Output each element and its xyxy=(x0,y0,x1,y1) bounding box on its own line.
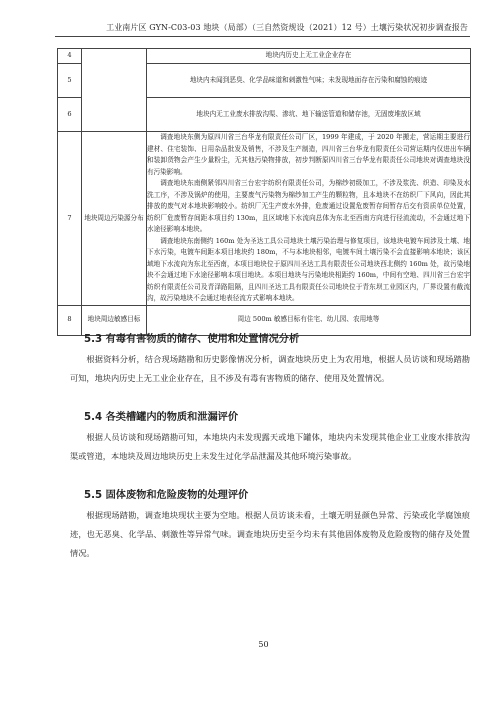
row-number: 8 xyxy=(58,305,82,335)
row-description: 地块内无工业废水排放沟渠、渗坑、地下输送管道和储存池，无固废堆放区域 xyxy=(147,98,471,132)
row-number: 6 xyxy=(58,98,82,132)
row-number: 4 xyxy=(58,49,82,64)
row-number: 7 xyxy=(58,132,82,306)
description-paragraph: 调查地块东南侧紧邻四川省三台宏宇纺织有限责任公司，为棉纱初级加工，不涉及浆洗、织造、印染及水洗工序，不涉及锅炉的使用，主要废气污染物为棉纱加工产生的颗粒物，且本地块不在纺织厂下风向，因此其排放的废气对本地块影响较小。纺织厂无生产废水外排，危废通过设置危废暂存间暂存后交有资质单位处置，纺织厂危废暂存间距本项目约 130m，且区域地下水流向总体为东北至西南方向进行径流流动，不会通过地下水途径影响本地块。 xyxy=(147,179,470,233)
page-number: 50 xyxy=(258,640,269,649)
description-paragraph: 调查地块东侧为原四川省三台华龙有限责任公司厂区，1999 年建成，于 2020 年搬走，营运期主要进行建材、住宅装饰、日用杂品批发及销售，不涉及生产制造，四川省三台华龙有限责任公司营运期内仅进出车辆和装卸货物会产生少量粉尘，无其他污染物排放，初步判断原四川省三台华龙有限责任公司地块对调查地块没有污染影响。 xyxy=(147,133,470,176)
section-body: 根据现场踏勘，调查地块现状主要为空地。根据人员访谈未看，土壤无明显颜色异常、污染或化学腐蚀痕迹，也无恶臭、化学品、刺激性等异常气味。调查地块历史至今均未有其他固体废物及危险废物的储存及处置情况。 xyxy=(70,510,470,558)
description-paragraph: 调查地块东南侧约 160m 处为圣达工具公司地块土壤污染治理与修复项目，该地块电镀车间涉及土壤、地下水污染，电镀车间距本项目地块约 180m，不与本地块相邻，电镀车间土壤污染不会直接影响本地块；该区域地下水流向为东北至西南，本项目地块位于原四川圣达工具有限责任公司地块西北侧约 160m 处，故污染地块不会通过地下水途径影响本项目地块。本项目地块与污染地块相距约 160m，中间有空地、四川省三台宏宇纺织有限责任公司及青泽路阻隔，且四川圣达工具有限责任公司地块位于青东坝工业园区内，厂界设置有截流沟，故污染地块不会通过地表径流方式影响本地块。 xyxy=(147,236,470,302)
section-body: 根据人员访谈和现场踏勘可知，本地块内未发现露天或地下罐体，地块内未发现其他企业工业废水排放沟渠或管道，本地块及周边地块历史上未发生过化学品泄漏及其他环境污染事故。 xyxy=(70,432,470,461)
section-heading: 5.4 各类槽罐内的物质和泄漏评价 xyxy=(84,412,239,423)
survey-table xyxy=(57,48,471,336)
row-category xyxy=(82,49,147,132)
section-heading: 5.3 有毒有害物质的储存、使用和处置情况分析 xyxy=(84,334,300,345)
row-description xyxy=(147,132,471,306)
section-heading: 5.5 固体废物和危险废物的处理评价 xyxy=(84,490,249,501)
section-body: 根据资料分析，结合现场踏勘和历史影像情况分析，调查地块历史上为农用地，根据人员访谈和现场踏勘可知，地块内历史上无工业企业存在，且不涉及有毒有害物质的储存、使用及处置情况。 xyxy=(70,354,470,383)
row-description: 周边 500m 敏感目标有住宅、幼儿园、农用地等 xyxy=(147,305,471,335)
row-number: 5 xyxy=(58,64,82,98)
table-row xyxy=(58,49,471,64)
table-row xyxy=(58,132,471,306)
row-category: 地块周边污染源分布 xyxy=(82,132,147,306)
header-rule xyxy=(55,36,470,37)
row-category: 地块周边敏感目标 xyxy=(82,305,147,335)
page-header: 工业南片区 GYN-C03-03 地块（局部）（三自然资规设（2021）12 号）土壤污染状况初步调查报告 xyxy=(106,23,468,32)
row-description: 地块内历史上无工业企业存在 xyxy=(147,49,471,64)
row-description: 地块内未闻到恶臭、化学品味道和刺激性气味；未发现地面存在污染和腐蚀的痕迹 xyxy=(147,64,471,98)
